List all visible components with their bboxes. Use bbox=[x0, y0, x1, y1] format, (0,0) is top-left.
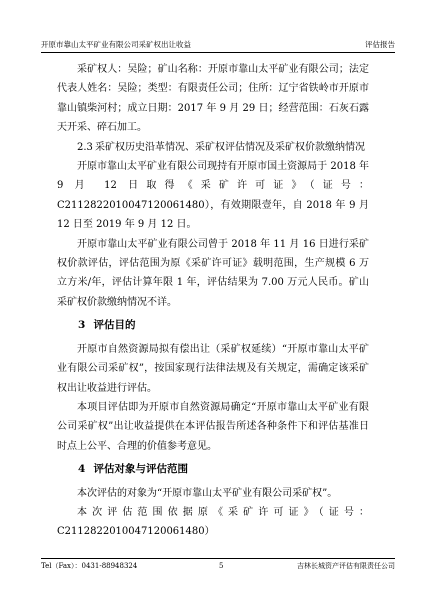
paragraph-purpose-1: 开原市自然资源局拟有偿出让（采矿权延续）“开原市靠山太平矿业有限公司采矿权”，按国家现行法律法规及有关规定，需确定该采矿权出让收益进行评估。 bbox=[57, 343, 369, 394]
section-2-3-number: 2.3 bbox=[77, 141, 93, 153]
header-rule bbox=[41, 52, 395, 53]
footer-company: 吉林长城资产评估有限责任公司 bbox=[297, 562, 395, 570]
section-4-title: 评估对象与评估范围 bbox=[93, 463, 188, 476]
paragraph-scope: 本次评估范围依据原《采矿许可证》（证号：C2112822010047120061480） bbox=[57, 506, 369, 538]
section-2-3-heading bbox=[57, 138, 369, 157]
paragraph-purpose-2: 本项目评估即为开原市自然资源局确定“开原市靠山太平矿业有限公司采矿权”出让收益提供在本评估报告所述各种条件下和评估基准日时点上公平、合理的价值参考意见。 bbox=[57, 401, 369, 452]
section-3-title: 评估目的 bbox=[93, 319, 136, 332]
footer-rule bbox=[41, 558, 395, 559]
paragraph-object: 本次评估的对象为“开原市靠山太平矿业有限公司采矿权”。 bbox=[77, 487, 338, 499]
section-3-heading bbox=[57, 316, 369, 335]
page-header bbox=[41, 38, 395, 51]
footer-contact: Tel（Fax）：0431-88948324 bbox=[41, 562, 138, 570]
section-3-number: 3 bbox=[78, 319, 86, 332]
header-report-type: 评估报告 bbox=[365, 40, 395, 49]
section-2-3-title: 采矿权历史沿革情况、采矿权评估情况及采矿权价款缴纳情况 bbox=[95, 141, 365, 153]
section-4-heading bbox=[57, 460, 369, 479]
paragraph-license: 开原市靠山太平矿业有限公司现持有开原市国土资源局于 2018 年 9 月 12 日取得《采矿许可证》（证号：C2112822010047120061480），有效期限壹年，自 2018 年 9 月 12 日至 2019 年 9 月 12 日。 bbox=[57, 161, 369, 231]
paragraph-prior-evaluation: 开原市靠山太平矿业有限公司曾于 2018 年 11 月 16 日进行采矿权价款评估，评估范围为原《采矿许可证》载明范围，生产规模 6 万立方米/年，评估计算年限 1 年，评估结果为 7.00 万元人民币。矿山采矿权价款缴纳情况不详。 bbox=[57, 238, 369, 308]
section-4-number: 4 bbox=[78, 463, 86, 476]
document-body bbox=[57, 60, 369, 542]
header-report-subject: 开原市靠山太平矿业有限公司采矿权出让收益 bbox=[41, 40, 191, 49]
page-footer bbox=[41, 560, 395, 572]
paragraph-mining-right-holder: 采矿权人：吴险；矿山名称：开原市靠山太平矿业有限公司；法定代表人姓名：吴险；类型：有限责任公司；住所：辽宁省铁岭市开原市靠山镇柴河村；成立日期：2017 年 9 月 29 日；经营范围：石灰石露天开采、碎石加工。 bbox=[57, 64, 369, 134]
page-number: 5 bbox=[219, 562, 224, 570]
